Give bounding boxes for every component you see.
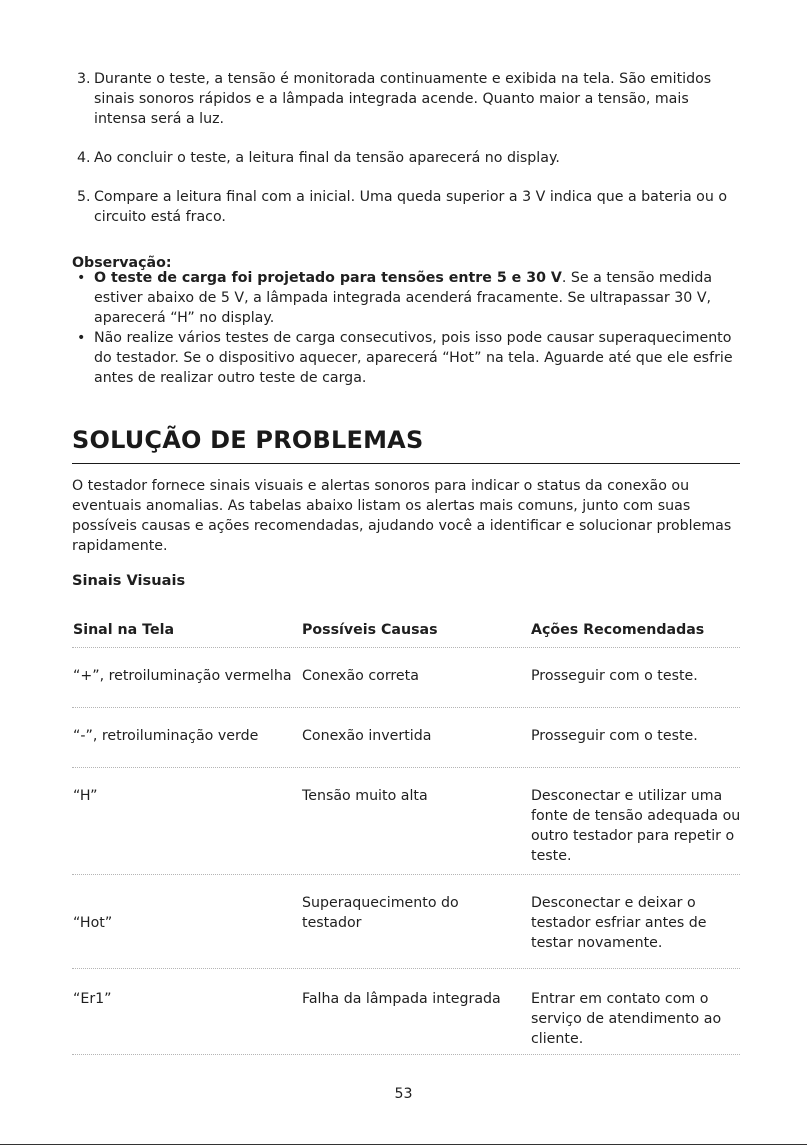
page-bottom-rule (0, 1144, 807, 1145)
section-title-rule (72, 463, 740, 464)
signal-cell: “Er1” (73, 991, 112, 1007)
action-cell: Entrar em contato com o serviço de atendimento ao cliente. (531, 991, 722, 1047)
bullet-icon: • (77, 270, 86, 286)
table-row (72, 648, 740, 708)
test-steps-list (74, 69, 744, 246)
step-item (74, 69, 744, 129)
visual-signals-table (72, 619, 740, 1055)
bullet-icon: • (77, 330, 86, 346)
step-number: 5. (77, 189, 91, 205)
section-title: SOLUÇÃO DE PROBLEMAS (72, 426, 424, 454)
signal-cell: “H” (73, 788, 98, 804)
step-item (74, 187, 744, 227)
cause-cell: Tensão muito alta (302, 788, 428, 804)
action-cell: Prosseguir com o teste. (531, 668, 698, 684)
signal-cell: “+”, retroiluminação vermelha (73, 668, 292, 684)
observation-list (74, 268, 744, 388)
section-intro: O testador fornece sinais visuais e alertas sonoros para indicar o status da conexão ou eventuais anomalias. As tabelas abaixo listam os alertas mais comuns, junto com suas possíveis causas e ações recomendadas, ajudando você a identificar e solucionar problemas rapidamente. (72, 478, 732, 554)
step-number: 4. (77, 150, 91, 166)
table-row (72, 768, 740, 875)
step-item (74, 148, 744, 168)
signal-cell: “-”, retroiluminação verde (73, 728, 259, 744)
cause-cell: Falha da lâmpada integrada (302, 991, 501, 1007)
step-number: 3. (77, 71, 91, 87)
step-text: Ao concluir o teste, a leitura final da tensão aparecerá no display. (94, 150, 560, 166)
page-number: 53 (394, 1086, 413, 1102)
action-cell: Desconectar e deixar o testador esfriar antes de testar novamente. (531, 895, 707, 951)
action-cell: Prosseguir com o teste. (531, 728, 698, 744)
action-cell: Desconectar e utilizar uma fonte de tensão adequada ou outro testador para repetir o teste. (531, 788, 741, 864)
table-header-row (72, 619, 740, 648)
observation-item (74, 268, 744, 328)
table-row (72, 708, 740, 768)
step-text: Durante o teste, a tensão é monitorada continuamente e exibida na tela. São emitidos sinais sonoros rápidos e a lâmpada integrada acende. Quanto maior a tensão, mais intensa será a luz. (94, 71, 712, 127)
cause-cell: Superaquecimento do testador (302, 895, 459, 931)
observation-text: Não realize vários testes de carga consecutivos, pois isso pode causar superaquecimento do testador. Se o dispositivo aquecer, aparecerá “Hot” na tela. Aguarde até que ele esfrie antes de realizar outro teste de carga. (94, 330, 733, 386)
cause-cell: Conexão correta (302, 668, 419, 684)
column-header-signal: Sinal na Tela (73, 622, 175, 638)
observation-item (74, 328, 744, 388)
step-text: Compare a leitura final com a inicial. Uma queda superior a 3 V indica que a bateria ou o circuito está fraco. (94, 189, 728, 225)
column-header-actions: Ações Recomendadas (531, 622, 705, 638)
observation-emphasis: O teste de carga foi projetado para tensões entre 5 e 30 V (94, 270, 562, 286)
table-row (72, 969, 740, 1055)
table-row (72, 875, 740, 969)
observation-text: . Se a tensão medida estiver abaixo de 5 V, a lâmpada integrada acenderá fracamente. Se ultrapassar 30 V, aparecerá “H” no display. (94, 270, 713, 326)
cause-cell: Conexão invertida (302, 728, 432, 744)
observation-title: Observação: (72, 255, 172, 271)
subsection-title: Sinais Visuais (72, 572, 186, 589)
column-header-causes: Possíveis Causas (302, 622, 438, 638)
signal-cell: “Hot” (73, 915, 113, 931)
